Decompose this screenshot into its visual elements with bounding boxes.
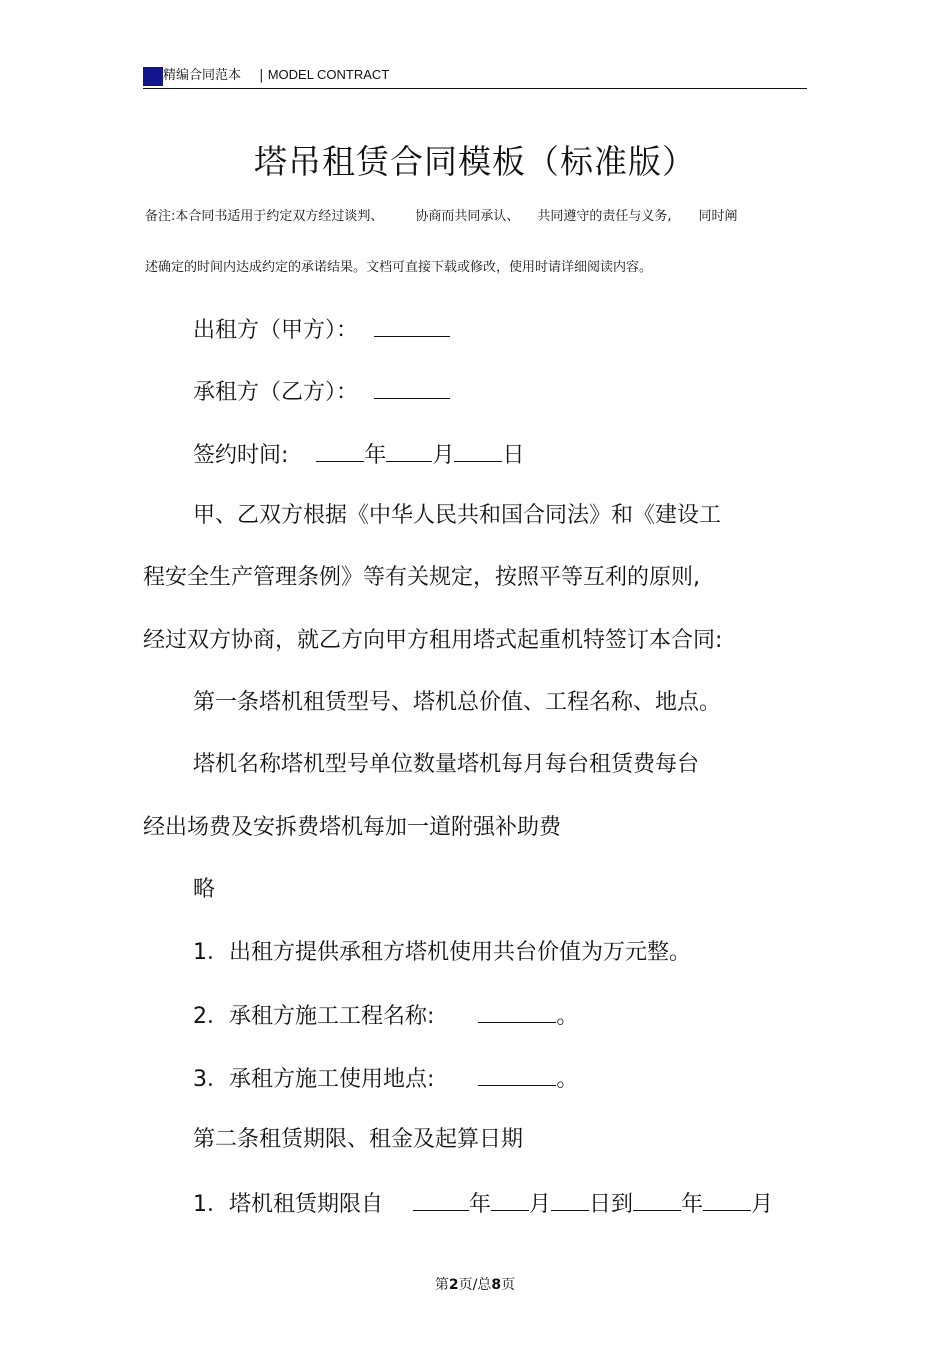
preamble-line-1: 甲、乙双方根据《中华人民共和国合同法》和《建设工 [193, 503, 722, 528]
document-title: 塔吊租赁合同模板（标准版） [254, 142, 696, 181]
note-part: 同时阐 [698, 209, 738, 224]
lessor-field [193, 314, 450, 346]
note-line-1 [145, 208, 738, 226]
footer-mid: 页/总 [458, 1277, 492, 1293]
end-year-blank[interactable] [633, 1188, 681, 1211]
start-month-blank[interactable] [491, 1188, 529, 1211]
note-part: 协商而共同承认、 [415, 209, 520, 224]
article1-item-1 [193, 938, 691, 968]
page-header [163, 66, 389, 84]
article1-table-line-1: 塔机名称塔机型号单位数量塔机每月每台租赁费每台 [193, 752, 700, 777]
page-total: 8 [491, 1277, 502, 1293]
note-line-2: 述确定的时间内达成约定的承诺结果。文档可直接下载或修改，使用时请详细阅读内容。 [145, 260, 653, 275]
item-number: 2． [193, 1004, 229, 1029]
article2-item-1 [193, 1188, 773, 1220]
article1-item-2 [193, 1000, 578, 1032]
header-rule [143, 88, 807, 89]
note-part: 备注:本合同书适用于约定双方经过谈判、 [145, 209, 384, 224]
project-name-blank[interactable] [478, 1000, 556, 1023]
item-text: 承租方施工工程名称: [229, 1004, 435, 1029]
sign-day-blank[interactable] [454, 439, 502, 462]
sign-time-field [193, 439, 524, 471]
location-blank[interactable] [478, 1063, 556, 1086]
start-year-blank[interactable] [413, 1188, 469, 1211]
year-label: 年 [681, 1192, 704, 1217]
article2-heading: 第二条租赁期限、租金及起算日期 [193, 1127, 524, 1152]
preamble-line-3: 经过双方协商，就乙方向甲方租用塔式起重机特签订本合同: [143, 628, 723, 653]
footer-prefix: 第 [434, 1277, 449, 1293]
year-label: 年 [469, 1192, 492, 1217]
month-label: 月 [529, 1192, 552, 1217]
lessor-blank[interactable] [374, 314, 450, 337]
page-footer [0, 1276, 950, 1294]
header-subtitle: MODEL CONTRACT [267, 67, 390, 82]
lessee-field [193, 376, 450, 408]
page-number: 2 [448, 1277, 459, 1293]
item-number: 3． [193, 1067, 229, 1092]
day-label: 日 [502, 443, 525, 468]
day-to-label: 日到 [589, 1192, 634, 1217]
month-label: 月 [432, 443, 455, 468]
lessor-label: 出租方（甲方）： [193, 318, 359, 343]
article1-item-3 [193, 1063, 578, 1095]
lessee-blank[interactable] [374, 376, 450, 399]
header-brand: 精编合同范本 [163, 68, 242, 83]
item-text: 出租方提供承租方塔机使用共台价值为万元整。 [229, 940, 692, 965]
item-text: 承租方施工使用地点: [229, 1067, 435, 1092]
lessee-label: 承租方（乙方）： [193, 380, 359, 405]
preamble-line-2: 程安全生产管理条例》等有关规定，按照平等互利的原则, [143, 565, 700, 590]
end-month-blank[interactable] [703, 1188, 751, 1211]
start-day-blank[interactable] [551, 1188, 589, 1211]
item-end: 。 [556, 1004, 579, 1029]
month-label: 月 [751, 1192, 774, 1217]
sign-year-blank[interactable] [316, 439, 364, 462]
article1-omitted: 略 [193, 877, 216, 902]
item-text: 塔机租赁期限自 [229, 1192, 384, 1217]
item-end: 。 [556, 1067, 579, 1092]
year-label: 年 [364, 443, 387, 468]
header-separator: | [259, 68, 264, 83]
sign-month-blank[interactable] [386, 439, 432, 462]
note-part: 共同遵守的责任与义务, [537, 209, 672, 224]
sign-time-label: 签约时间: [193, 443, 289, 468]
header-logo-mark [143, 67, 163, 86]
item-number: 1． [193, 940, 229, 965]
article1-heading: 第一条塔机租赁型号、塔机总价值、工程名称、地点。 [193, 690, 722, 715]
footer-suffix: 页 [501, 1277, 516, 1293]
article1-table-line-2: 经出场费及安拆费塔机每加一道附强补助费 [143, 815, 562, 840]
item-number: 1． [193, 1192, 229, 1217]
